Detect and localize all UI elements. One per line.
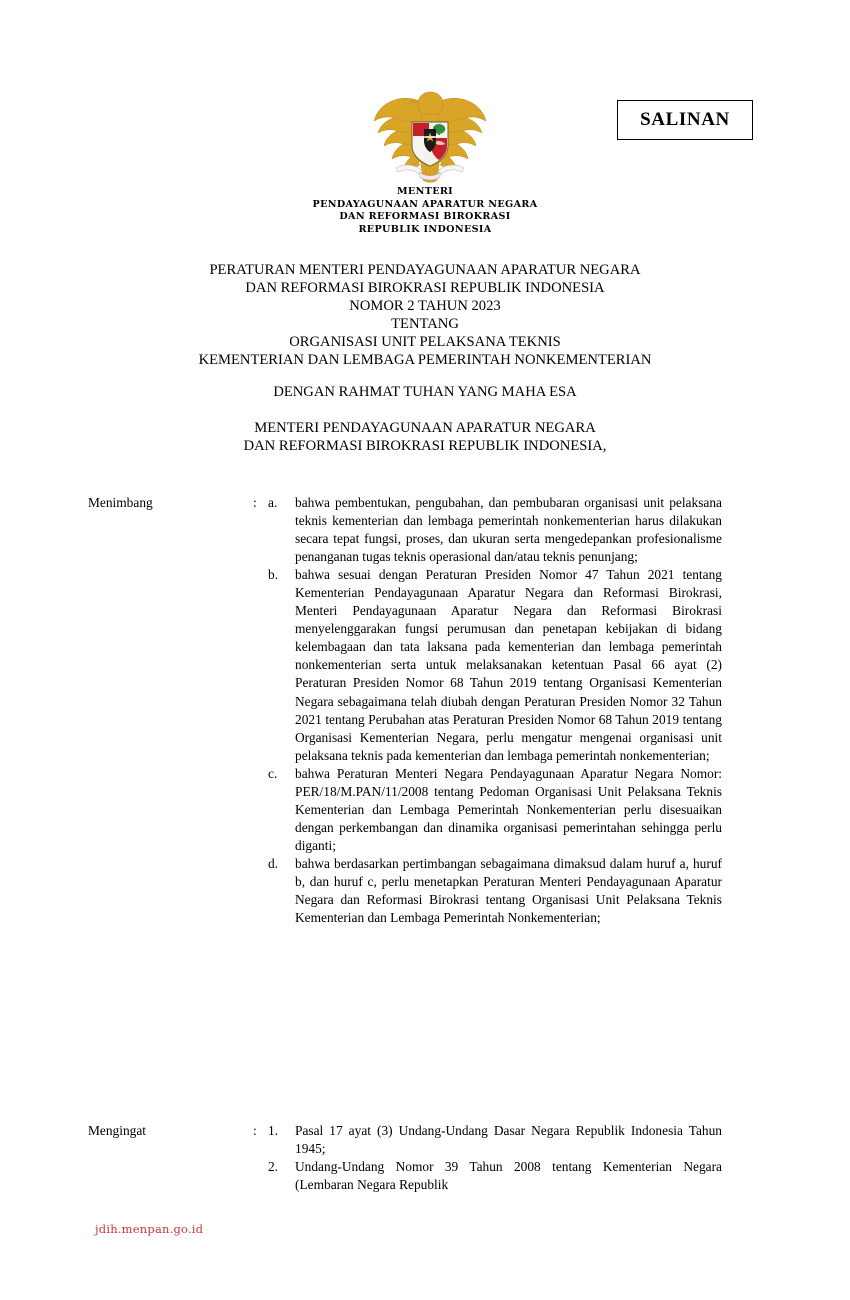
menimbang-label: Menimbang: [88, 495, 153, 510]
preamble-authority-line: MENTERI PENDAYAGUNAAN APARATUR NEGARA: [254, 420, 596, 436]
clause-text: Pasal 17 ayat (3) Undang-Undang Dasar Negara Republik Indonesia Tahun 1945;: [295, 1123, 722, 1157]
clause-marker: a.: [268, 495, 278, 510]
menimbang-clause: [268, 855, 722, 927]
mengingat-clause: [268, 1158, 722, 1194]
title-line-subject: KEMENTERIAN DAN LEMBAGA PEMERINTAH NONKEMENTERIAN: [198, 352, 652, 368]
ministry-header-line: MENTERI: [396, 186, 454, 197]
clause-marker: c.: [268, 765, 278, 781]
title-line-tentang: TENTANG: [391, 316, 459, 332]
clause-text: bahwa berdasarkan pertimbangan sebagaimana dimaksud dalam huruf a, huruf b, dan huruf c, perlu menetapkan Peraturan Menteri Pendayagunaan Aparatur Negara dan Reformasi Birokrasi tentang Organisasi Unit Pelaksana Teknis Kementerian dan Lembaga Pemerintah Nonkementerian;: [295, 855, 722, 926]
menimbang-clause: [268, 765, 722, 855]
mengingat-clause: [268, 1122, 722, 1158]
menimbang-colon: :: [253, 495, 257, 510]
menimbang-clause: [268, 566, 722, 765]
mengingat-items: [268, 1122, 722, 1194]
document-title: [0, 261, 850, 369]
preamble: [0, 383, 850, 455]
preamble-spacer: [0, 401, 850, 419]
menimbang-items: [268, 494, 722, 927]
clause-text: bahwa pembentukan, pengubahan, dan pembubaran organisasi unit pelaksana teknis kementerian dan lembaga pemerintah nonkementerian harus dilakukan secara tepat fungsi, proses, dan ukuran serta mengedepankan profesionalisme penanganan tugas teknis operasional dan/atau teknis penunjang;: [295, 495, 722, 565]
menimbang-clause: [268, 494, 722, 566]
ministry-header-line: REPUBLIK INDONESIA: [358, 223, 492, 235]
ministry-header-line: DAN REFORMASI BIROKRASI: [339, 211, 511, 223]
title-line: DAN REFORMASI BIROKRASI REPUBLIK INDONESIA: [245, 280, 605, 296]
title-line-nomor: NOMOR 2 TAHUN 2023: [349, 298, 501, 314]
mengingat-label: Mengingat: [88, 1123, 147, 1138]
clause-marker: 2.: [268, 1159, 279, 1175]
ministry-header-line: PENDAYAGUNAAN APARATUR NEGARA: [312, 198, 538, 210]
preamble-authority-line: DAN REFORMASI BIROKRASI REPUBLIK INDONESIA,: [243, 438, 607, 454]
clause-text: bahwa Peraturan Menteri Negara Pendayagunaan Aparatur Negara Nomor: PER/18/M.PAN/11/2008 tentang Pedoman Organisasi Unit Pelaksana Teknis Kementerian dan Lembaga Pemerintah Nonkementerian perlu disesuaikan dengan perkembangan dan dinamika organisasi pemerintahan sehingga perlu diganti;: [295, 765, 722, 853]
preamble-blessing: DENGAN RAHMAT TUHAN YANG MAHA ESA: [273, 384, 577, 400]
mengingat-colon: :: [253, 1123, 257, 1138]
clause-text: bahwa sesuai dengan Peraturan Presiden Nomor 47 Tahun 2021 tentang Kementerian Pendayagunaan Aparatur Negara dan Reformasi Birokrasi, Menteri Pendayagunaan Aparatur Negara dan Reformasi Birokrasi menyelenggarakan fungsi perumusan dan penetapan kebijakan di bidang kelembagaan dan tata laksana pada kementerian dan lembaga pemerintah nonkementerian serta untuk melaksanakan ketentuan Pasal 66 ayat (2) Peraturan Presiden Nomor 68 Tahun 2019 tentang Organisasi Kementerian Negara sebagaimana telah diubah dengan Peraturan Presiden Nomor 32 Tahun 2021 tentang Perubahan atas Peraturan Presiden Nomor 68 Tahun 2019 tentang Organisasi Kementerian Negara, perlu mengatur mengenai organisasi unit pelaksana teknis pada kementerian dan lembaga pemerintah nonkementerian;: [295, 567, 722, 763]
jdih-watermark-url: jdih.menpan.go.id: [95, 1222, 204, 1236]
title-line: PERATURAN MENTERI PENDAYAGUNAAN APARATUR NEGARA: [209, 262, 641, 278]
clause-text: Undang-Undang Nomor 39 Tahun 2008 tentang Kementerian Negara (Lembaran Negara Republik: [295, 1159, 722, 1193]
ministry-header: [0, 186, 850, 236]
salinan-stamp: [617, 100, 753, 140]
clause-marker: 1.: [268, 1123, 279, 1138]
clause-marker: b.: [268, 567, 279, 583]
menimbang-section: [88, 494, 722, 927]
mengingat-section: [88, 1122, 722, 1194]
salinan-label: SALINAN: [640, 109, 730, 130]
clause-marker: d.: [268, 855, 279, 871]
title-line-subject: ORGANISASI UNIT PELAKSANA TEKNIS: [289, 334, 561, 350]
garuda-pancasila-emblem: [370, 84, 490, 190]
